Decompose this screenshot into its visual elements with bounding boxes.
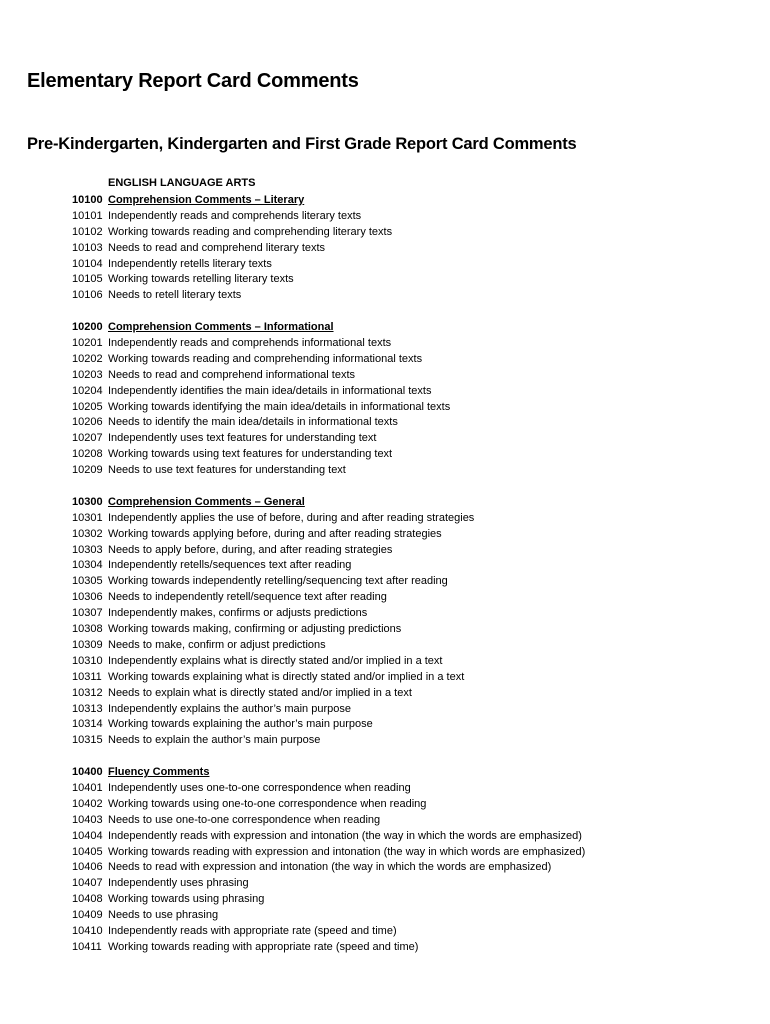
comment-code: 10402	[72, 797, 103, 810]
comment-text: Needs to explain the author’s main purpose	[108, 734, 321, 747]
comment-text: Needs to apply before, during, and after reading strategies	[108, 543, 393, 556]
comment-item	[72, 924, 762, 940]
section-code: 10100	[72, 194, 103, 206]
comment-text: Needs to read and comprehend literary texts	[108, 241, 326, 254]
comment-text: Needs to independently retell/sequence text after reading	[108, 591, 387, 604]
section-title: Comprehension Comments – General	[108, 495, 305, 508]
comment-code: 10401	[72, 781, 103, 794]
comment-text: Needs to retell literary texts	[108, 289, 242, 302]
comment-text: Independently retells/sequences text after reading	[108, 559, 352, 572]
comment-item	[72, 781, 762, 797]
comment-text: Needs to make, confirm or adjust predictions	[108, 638, 326, 651]
comment-text: Working towards reading and comprehending literary texts	[108, 225, 393, 238]
comment-sections	[72, 193, 762, 972]
comment-code: 10311	[72, 670, 102, 683]
comment-text: Working towards using text features for understanding text	[108, 448, 393, 461]
comment-code: 10313	[72, 702, 103, 715]
comment-item	[72, 463, 762, 479]
comment-item	[72, 447, 762, 463]
comment-code: 10204	[72, 384, 103, 397]
comment-item	[72, 574, 762, 590]
comment-item	[72, 558, 762, 574]
comment-item	[72, 384, 762, 400]
comment-code: 10105	[72, 273, 103, 286]
comment-code: 10202	[72, 352, 103, 365]
comment-text: Working towards using phrasing	[108, 893, 265, 906]
comment-code: 10208	[72, 448, 103, 461]
section-heading	[72, 320, 762, 336]
comment-text: Working towards reading with expression and intonation (the way in which words are emphasized)	[108, 845, 586, 858]
comment-code: 10206	[72, 416, 103, 429]
comment-item	[72, 511, 762, 527]
comment-item	[72, 940, 762, 956]
comment-text: Needs to read and comprehend informational texts	[108, 368, 356, 381]
comment-code: 10207	[72, 432, 103, 445]
comment-item	[72, 527, 762, 543]
comment-text: Independently reads and comprehends informational texts	[108, 337, 392, 350]
comment-item	[72, 797, 762, 813]
comment-code: 10308	[72, 623, 103, 636]
comment-code: 10410	[72, 924, 103, 937]
comment-item	[72, 352, 762, 368]
comment-code: 10104	[72, 257, 103, 270]
comment-item	[72, 717, 762, 733]
comment-text: Independently reads with appropriate rate (speed and time)	[108, 924, 397, 937]
comment-text: Working towards using one-to-one correspondence when reading	[108, 797, 427, 810]
comment-text: Needs to identify the main idea/details in informational texts	[108, 416, 398, 429]
comment-item	[72, 431, 762, 447]
comment-code: 10404	[72, 829, 103, 842]
comment-item	[72, 209, 762, 225]
comment-code: 10408	[72, 893, 103, 906]
comment-code: 10309	[72, 638, 103, 651]
comment-section	[72, 765, 762, 956]
comment-item	[72, 702, 762, 718]
section-code: 10300	[72, 495, 103, 508]
comment-text: Needs to use one-to-one correspondence when reading	[108, 813, 381, 826]
comment-item	[72, 272, 762, 288]
comment-code: 10302	[72, 527, 103, 540]
comment-code: 10314	[72, 718, 103, 731]
comment-text: Working towards explaining the author’s main purpose	[108, 718, 373, 731]
comment-text: Independently uses one-to-one correspondence when reading	[108, 781, 411, 794]
comment-text: Needs to read with expression and intonation (the way in which the words are emphasized)	[108, 861, 552, 874]
comment-item	[72, 590, 762, 606]
comment-code: 10407	[72, 877, 103, 890]
comment-code: 10303	[72, 543, 103, 556]
section-heading	[72, 193, 762, 209]
comment-item	[72, 654, 762, 670]
comment-item	[72, 908, 762, 924]
comment-text: Needs to explain what is directly stated and/or implied in a text	[108, 686, 412, 699]
comment-item	[72, 288, 762, 304]
comment-code: 10101	[72, 209, 103, 222]
comment-text: Working towards retelling literary texts	[108, 273, 294, 286]
comment-code: 10403	[72, 813, 103, 826]
comment-text: Working towards independently retelling/sequencing text after reading	[108, 575, 448, 588]
comment-code: 10409	[72, 909, 103, 922]
comment-text: Independently uses text features for understanding text	[108, 432, 377, 445]
section-code: 10200	[72, 321, 103, 334]
comment-item	[72, 876, 762, 892]
comment-code: 10203	[72, 368, 103, 381]
comment-item	[72, 241, 762, 257]
comment-text: Working towards identifying the main idea/details in informational texts	[108, 400, 451, 413]
comment-text: Needs to use phrasing	[108, 909, 219, 922]
comment-item	[72, 543, 762, 559]
comment-code: 10315	[72, 734, 103, 747]
comment-section	[72, 193, 762, 304]
comment-code: 10205	[72, 400, 103, 413]
comment-text: Independently retells literary texts	[108, 257, 272, 270]
comment-item	[72, 860, 762, 876]
section-heading	[72, 765, 762, 781]
comment-item	[72, 368, 762, 384]
page-subtitle: Pre-Kindergarten, Kindergarten and First Grade Report Card Comments	[27, 135, 577, 153]
comment-code: 10411	[72, 940, 102, 953]
comment-code: 10306	[72, 591, 103, 604]
comment-code: 10102	[72, 225, 103, 238]
section-title: Fluency Comments	[108, 766, 210, 779]
comment-text: Independently makes, confirms or adjusts predictions	[108, 607, 368, 620]
comment-code: 10201	[72, 337, 103, 350]
comment-item	[72, 733, 762, 749]
comment-item	[72, 415, 762, 431]
section-title: Comprehension Comments – Literary	[108, 194, 305, 206]
comment-code: 10209	[72, 464, 103, 477]
comment-item	[72, 225, 762, 241]
subject-heading: ENGLISH LANGUAGE ARTS	[108, 177, 256, 189]
comment-text: Needs to use text features for understanding text	[108, 464, 346, 477]
section-code: 10400	[72, 766, 103, 779]
comment-item	[72, 829, 762, 845]
comment-code: 10312	[72, 686, 103, 699]
comment-item	[72, 400, 762, 416]
comment-code: 10405	[72, 845, 103, 858]
comment-text: Independently reads with expression and intonation (the way in which the words are emphasized)	[108, 829, 582, 842]
comment-item	[72, 686, 762, 702]
comment-item	[72, 257, 762, 273]
comment-code: 10103	[72, 241, 103, 254]
comment-code: 10307	[72, 607, 103, 620]
comment-code: 10304	[72, 559, 103, 572]
comment-section	[72, 320, 762, 479]
comment-code: 10310	[72, 654, 103, 667]
comment-text: Working towards reading and comprehending informational texts	[108, 352, 423, 365]
comment-text: Working towards reading with appropriate rate (speed and time)	[108, 940, 419, 953]
comment-item	[72, 336, 762, 352]
comment-text: Working towards making, confirming or adjusting predictions	[108, 623, 402, 636]
comment-text: Independently reads and comprehends literary texts	[108, 209, 362, 222]
comment-text: Working towards explaining what is directly stated and/or implied in a text	[108, 670, 465, 683]
section-heading	[72, 495, 762, 511]
comment-code: 10301	[72, 511, 103, 524]
page-title: Elementary Report Card Comments	[27, 70, 359, 92]
comment-item	[72, 622, 762, 638]
comment-text: Independently explains what is directly stated and/or implied in a text	[108, 654, 443, 667]
comment-item	[72, 892, 762, 908]
comment-section	[72, 495, 762, 749]
comment-text: Independently explains the author’s main purpose	[108, 702, 351, 715]
comment-item	[72, 606, 762, 622]
comment-code: 10106	[72, 289, 103, 302]
comment-item	[72, 845, 762, 861]
comment-code: 10305	[72, 575, 103, 588]
comment-text: Independently uses phrasing	[108, 877, 249, 890]
section-title: Comprehension Comments – Informational	[108, 321, 334, 334]
comment-text: Independently identifies the main idea/details in informational texts	[108, 384, 432, 397]
comment-code: 10406	[72, 861, 103, 874]
comment-item	[72, 813, 762, 829]
comment-item	[72, 670, 762, 686]
comment-item	[72, 638, 762, 654]
comment-text: Independently applies the use of before, during and after reading strategies	[108, 511, 475, 524]
comment-text: Working towards applying before, during and after reading strategies	[108, 527, 442, 540]
